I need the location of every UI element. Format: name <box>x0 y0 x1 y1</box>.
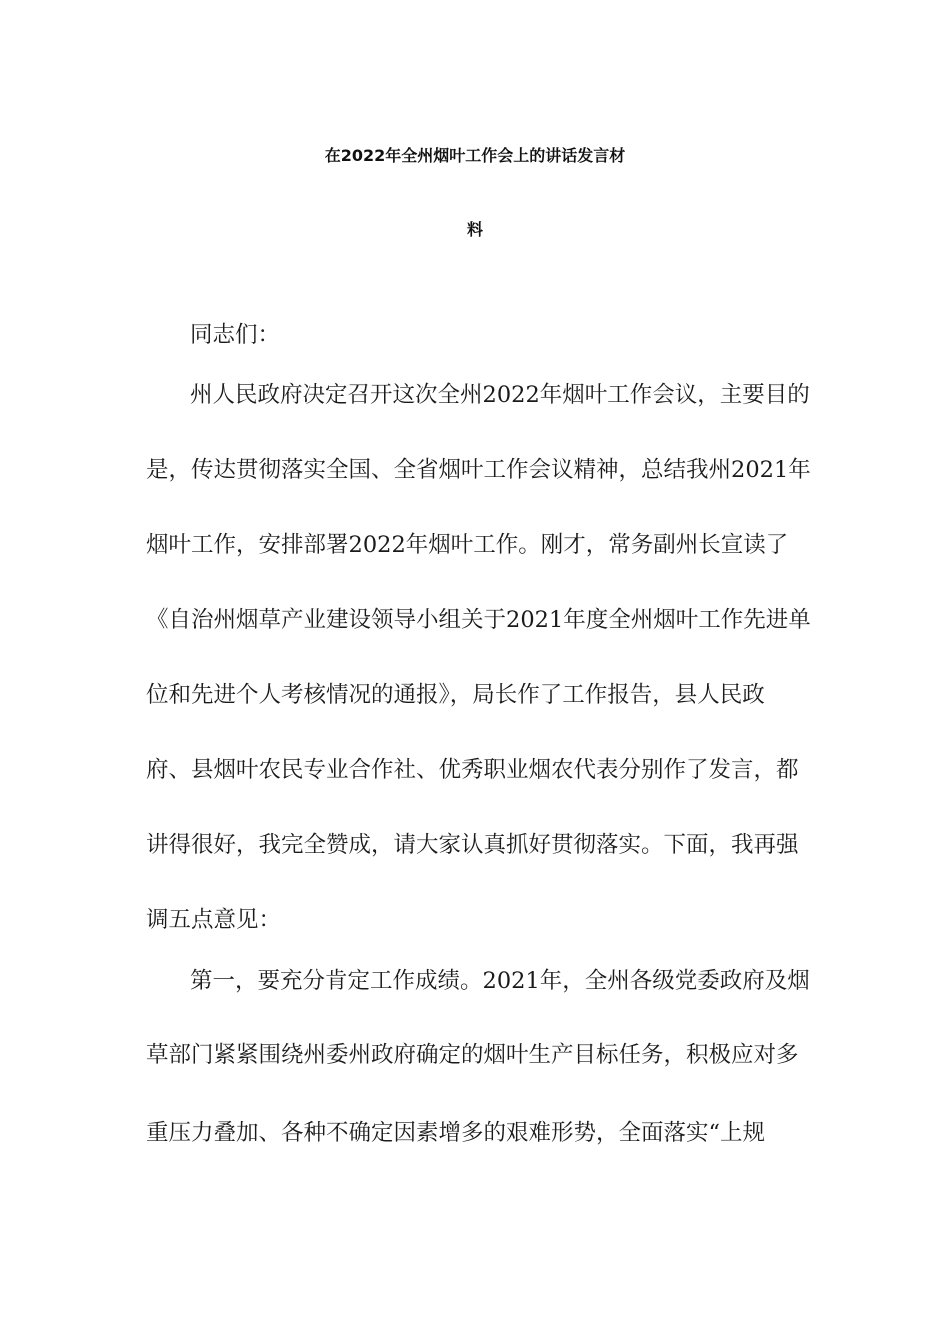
body-line: 烟叶工作，安排部署2022年烟叶工作。刚才，常务副州长宣读了 <box>146 532 789 558</box>
body-line: 调五点意见： <box>146 907 282 933</box>
body-line: 第一，要充分肯定工作成绩。2021年，全州各级党委政府及烟 <box>190 968 810 994</box>
body-line: 草部门紧紧围绕州委州政府确定的烟叶生产目标任务，积极应对多 <box>146 1042 799 1068</box>
body-line: 讲得很好，我完全赞成，请大家认真抓好贯彻落实。下面，我再强 <box>146 832 799 858</box>
body-line: 府、县烟叶农民专业合作社、优秀职业烟农代表分别作了发言，都 <box>146 757 799 783</box>
body-line: 州人民政府决定召开这次全州2022年烟叶工作会议，主要目的 <box>190 382 810 408</box>
body-line: 《自治州烟草产业建设领导小组关于2021年度全州烟叶工作先进单 <box>146 607 811 633</box>
body-line: 位和先进个人考核情况的通报》，局长作了工作报告，县人民政 <box>146 682 765 708</box>
body-line: 是，传达贯彻落实全国、全省烟叶工作会议精神，总结我州2021年 <box>146 457 811 483</box>
salutation: 同志们： <box>190 322 281 348</box>
body-line: 重压力叠加、各种不确定因素增多的艰难形势，全面落实“上规 <box>146 1120 766 1146</box>
document-title-line-1: 在2022年全州烟叶工作会上的讲话发言材 <box>324 146 626 165</box>
document-title-line-2: 料 <box>466 220 483 239</box>
